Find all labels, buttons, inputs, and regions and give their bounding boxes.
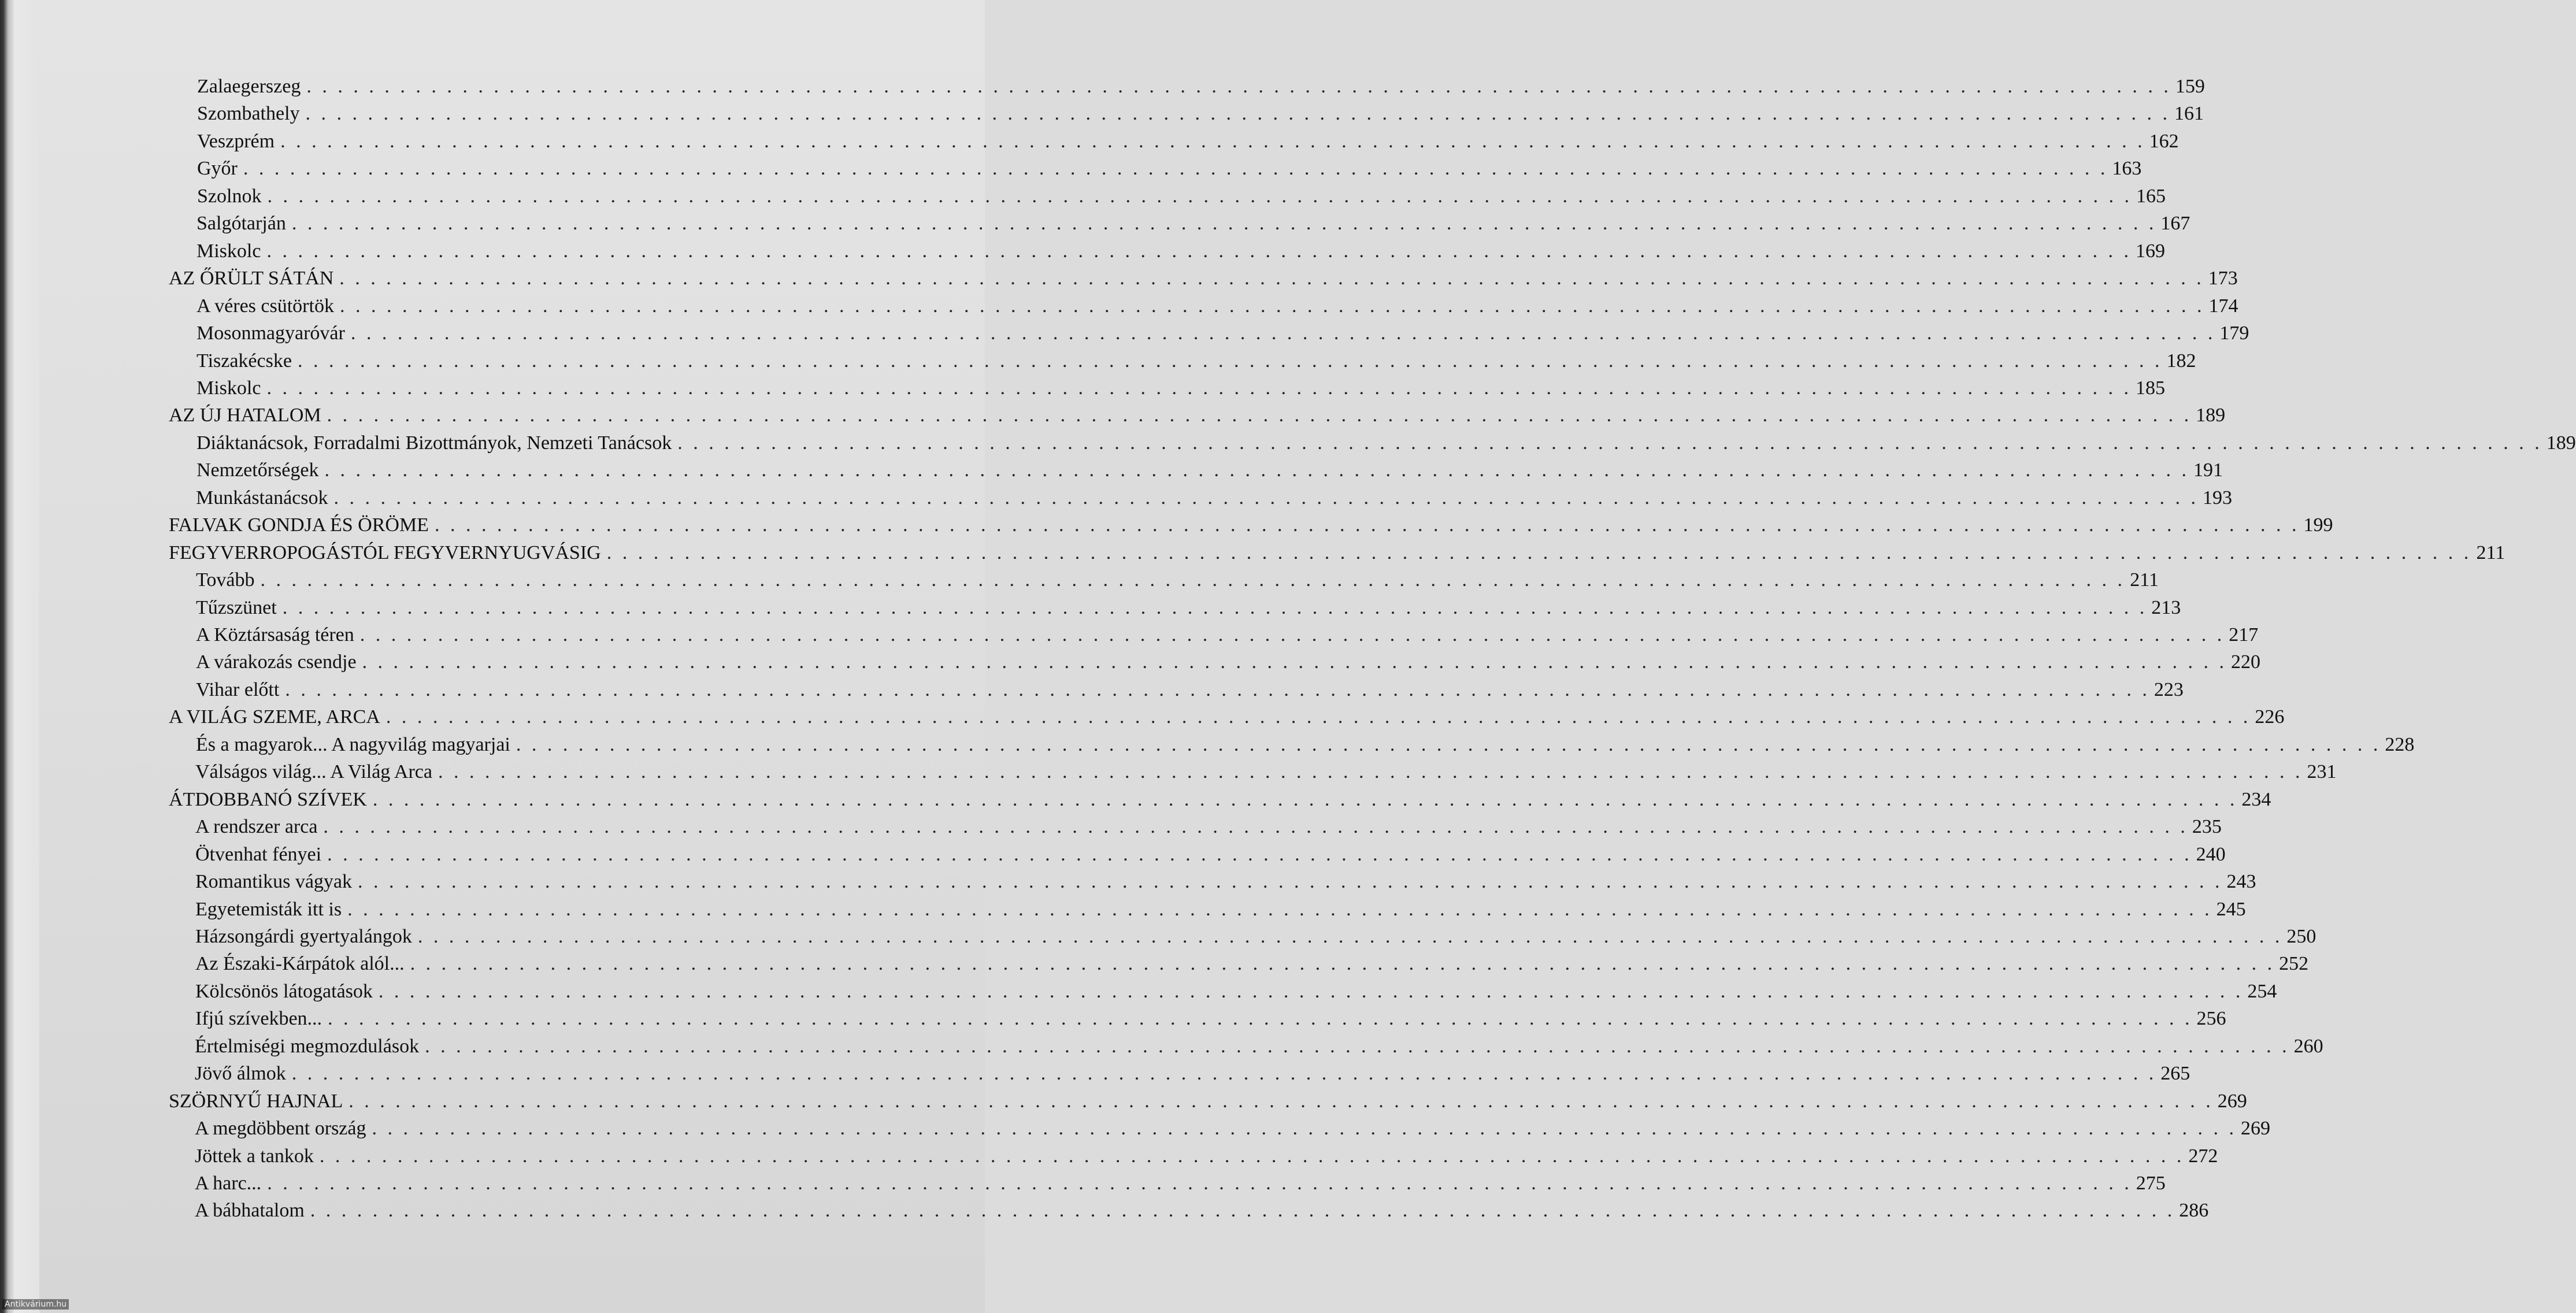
toc-section-row [195, 896, 2246, 923]
toc-section-row [195, 1005, 2226, 1032]
dot-leader: . . . . . . . . . . . . . . . . . . . . . . . . . . . . . . . . . . . . . . . . . . . . . . . . . . . . . . . . . . . . . . . . . . . . . . . . . . . . . . . . . . . . . . . . . . . . . . . . . . . . . . . . . . . . . . . . . . . . . . . . [327, 844, 2192, 865]
toc-page-number: 265 [2160, 1063, 2190, 1084]
toc-page-number: 275 [2136, 1173, 2166, 1194]
dot-leader: . . . . . . . . . . . . . . . . . . . . . . . . . . . . . . . . . . . . . . . . . . . . . . . . . . . . . . . . . . . . . . . . . . . . . . . . . . . . . . . . . . . . . . . . . . . . . . . . . . . . . . . . . . . . . . . . . . . . . . . . [347, 899, 2212, 920]
watermark: Antikvárium.hu [2, 1299, 69, 1310]
toc-entry-title: Válságos világ... A Világ Arca [195, 761, 432, 782]
toc-entry-title: A megdöbbent ország [195, 1118, 366, 1139]
toc-entry-title: Zalaegerszeg [197, 76, 301, 97]
toc-entry-title: Salgótarján [197, 213, 286, 234]
toc-entry-title: Kölcsönös látogatások [195, 981, 373, 1002]
dot-leader: . . . . . . . . . . . . . . . . . . . . . . . . . . . . . . . . . . . . . . . . . . . . . . . . . . . . . . . . . . . . . . . . . . . . . . . . . . . . . . . . . . . . . . . . . . . . . . . . . . . . . . . . . . . . . . . . . . . . . . . . [328, 1008, 2193, 1029]
toc-page-number: 226 [2255, 706, 2285, 728]
dot-leader: . . . . . . . . . . . . . . . . . . . . . . . . . . . . . . . . . . . . . . . . . . . . . . . . . . . . . . . . . . . . . . . . . . . . . . . . . . . . . . . . . . . . . . . . . . . . . . . . . . . . . . . . . . . . . . . . . . . . . . . . [425, 1036, 2290, 1057]
toc-section-row [196, 676, 2184, 703]
toc-entry-title: Tovább [196, 569, 255, 591]
toc-page-number: 185 [2135, 377, 2165, 399]
dot-leader: . . . . . . . . . . . . . . . . . . . . . . . . . . . . . . . . . . . . . . . . . . . . . . . . . . . . . . . . . . . . . . . . . . . . . . . . . . . . . . . . . . . . . . . . . . . . . . . . . . . . . . . . . . . . . . . . . . . . . . . . [305, 103, 2171, 124]
toc-entry-title: A véres csütörtök [197, 295, 334, 317]
toc-section-row [195, 950, 2309, 977]
toc-chapter-row [169, 786, 2271, 813]
dot-leader: . . . . . . . . . . . . . . . . . . . . . . . . . . . . . . . . . . . . . . . . . . . . . . . . . . . . . . . . . . . . . . . . . . . . . . . . . . . . . . . . . . . . . . . . . . . . . . . . . . . . . . . . . . . . . . . . . . . . . . . . [410, 953, 2275, 974]
dot-leader: . . . . . . . . . . . . . . . . . . . . . . . . . . . . . . . . . . . . . . . . . . . . . . . . . . . . . . . . . . . . . . . . . . . . . . . . . . . . . . . . . . . . . . . . . . . . . . . . . . . . . . . . . . . . . . . . . . . . . . . . [324, 459, 2189, 481]
dot-leader: . . . . . . . . . . . . . . . . . . . . . . . . . . . . . . . . . . . . . . . . . . . . . . . . . . . . . . . . . . . . . . . . . . . . . . . . . . . . . . . . . . . . . . . . . . . . . . . . . . . . . . . . . . . . . . . . . . . . . . . . [280, 131, 2145, 152]
dot-leader: . . . . . . . . . . . . . . . . . . . . . . . . . . . . . . . . . . . . . . . . . . . . . . . . . . . . . . . . . . . . . . . . . . . . . . . . . . . . . . . . . . . . . . . . . . . . . . . . . . . . . . . . . . . . . . . . . . . . . . . . [349, 1091, 2214, 1112]
book-binding-edge [0, 0, 39, 1313]
dot-leader: . . . . . . . . . . . . . . . . . . . . . . . . . . . . . . . . . . . . . . . . . . . . . . . . . . . . . . . . . . . . . . . . . . . . . . . . . . . . . . . . . . . . . . . . . . . . . . . . . . . . . . . . . . . . . . . . . . . . . . . . [358, 871, 2223, 892]
toc-page-number: 167 [2160, 213, 2190, 234]
toc-page-number: 193 [2203, 487, 2233, 509]
dot-leader: . . . . . . . . . . . . . . . . . . . . . . . . . . . . . . . . . . . . . . . . . . . . . . . . . . . . . . . . . . . . . . . . . . . . . . . . . . . . . . . . . . . . . . . . . . . . . . . . . . . . . . . . . . . . . . . . . . . . . . . . [282, 597, 2148, 618]
toc-chapter-row [169, 402, 2226, 429]
toc-page-number: 159 [2175, 76, 2205, 97]
dot-leader: . . . . . . . . . . . . . . . . . . . . . . . . . . . . . . . . . . . . . . . . . . . . . . . . . . . . . . . . . . . . . . . . . . . . . . . . . . . . . . . . . . . . . . . . . . . . . . . . . . . . . . . . . . . . . . . . . . . . . . . . [297, 350, 2163, 372]
toc-section-row [195, 868, 2256, 895]
toc-section-row [195, 1170, 2166, 1197]
toc-entry-title: Tiszakécske [197, 350, 292, 372]
toc-section-row [196, 731, 2415, 758]
toc-page-number: 228 [2385, 734, 2415, 755]
toc-page-number: 217 [2229, 624, 2259, 646]
toc-entry-title: Értelmiségi megmozdulások [195, 1036, 420, 1057]
toc-page-number: 269 [2217, 1091, 2247, 1112]
toc-page-number: 162 [2149, 131, 2179, 152]
toc-page-number: 163 [2112, 158, 2142, 179]
toc-page-number: 252 [2279, 953, 2309, 974]
toc-section-row [195, 1060, 2190, 1087]
toc-section-row [197, 429, 2576, 457]
toc-entry-title: Nemzetőrségek [197, 459, 319, 481]
toc-section-row [195, 978, 2277, 1005]
toc-entry-title: A bábhatalom [195, 1200, 305, 1221]
toc-entry-title: Veszprém [197, 131, 275, 152]
toc-entry-title: A várakozás csendje [196, 651, 357, 673]
toc-section-row [197, 155, 2142, 182]
toc-section-row [197, 183, 2166, 210]
toc-entry-title: A Köztársaság téren [196, 624, 354, 646]
toc-section-row [196, 621, 2259, 648]
toc-chapter-row [169, 1088, 2247, 1115]
toc-section-row [195, 758, 2337, 785]
dot-leader: . . . . . . . . . . . . . . . . . . . . . . . . . . . . . . . . . . . . . . . . . . . . . . . . . . . . . . . . . . . . . . . . . . . . . . . . . . . . . . . . . . . . . . . . . . . . . . . . . . . . . . . . . . . . . . . . . . . . . . . . [350, 322, 2216, 344]
toc-entry-title: Ötvenhat fényei [195, 844, 322, 865]
toc-section-row [197, 73, 2205, 100]
dot-leader: . . . . . . . . . . . . . . . . . . . . . . . . . . . . . . . . . . . . . . . . . . . . . . . . . . . . . . . . . . . . . . . . . . . . . . . . . . . . . . . . . . . . . . . . . . . . . . . . . . . . . . . . . . . . . . . . . . . . . . . . [243, 158, 2108, 179]
toc-entry-title: AZ ÚJ HATALOM [169, 405, 321, 426]
toc-entry-title: A VILÁG SZEME, ARCA [169, 706, 380, 728]
toc-entry-title: Vihar előtt [196, 679, 280, 700]
toc-page-number: 286 [2179, 1200, 2209, 1221]
toc-page-number: 260 [2293, 1036, 2323, 1057]
toc-page-number: 173 [2208, 268, 2238, 289]
toc-page-number: 169 [2135, 240, 2165, 262]
toc-page-number: 182 [2166, 350, 2196, 372]
dot-leader: . . . . . . . . . . . . . . . . . . . . . . . . . . . . . . . . . . . . . . . . . . . . . . . . . . . . . . . . . . . . . . . . . . . . . . . . . . . . . . . . . . . . . . . . . . . . . . . . . . . . . . . . . . . . . . . . . . . . . . . . [677, 432, 2542, 454]
toc-page-number: 191 [2193, 459, 2223, 481]
toc-page-number: 161 [2174, 103, 2204, 124]
toc-page-number: 213 [2151, 597, 2181, 618]
toc-page-number: 231 [2307, 761, 2337, 782]
dot-leader: . . . . . . . . . . . . . . . . . . . . . . . . . . . . . . . . . . . . . . . . . . . . . . . . . . . . . . . . . . . . . . . . . . . . . . . . . . . . . . . . . . . . . . . . . . . . . . . . . . . . . . . . . . . . . . . . . . . . . . . . [333, 487, 2199, 509]
toc-entry-title: SZÖRNYŰ HAJNAL [169, 1091, 343, 1112]
toc-page-number: 243 [2226, 871, 2256, 892]
toc-entry-title: Diáktanácsok, Forradalmi Bizottmányok, Nemzeti Tanácsok [197, 432, 672, 454]
toc-entry-title: Szolnok [197, 186, 262, 207]
toc-page-number: 245 [2216, 899, 2246, 920]
toc-section-row [197, 100, 2204, 127]
toc-section-row [195, 1115, 2270, 1142]
dot-leader: . . . . . . . . . . . . . . . . . . . . . . . . . . . . . . . . . . . . . . . . . . . . . . . . . . . . . . . . . . . . . . . . . . . . . . . . . . . . . . . . . . . . . . . . . . . . . . . . . . . . . . . . . . . . . . . . . . . . . . . . [267, 186, 2132, 207]
toc-page-number: 269 [2241, 1118, 2270, 1139]
toc-entry-title: FEGYVERROPOGÁSTÓL FEGYVERNYUGVÁSIG [169, 542, 601, 563]
dot-leader: . . . . . . . . . . . . . . . . . . . . . . . . . . . . . . . . . . . . . . . . . . . . . . . . . . . . . . . . . . . . . . . . . . . . . . . . . . . . . . . . . . . . . . . . . . . . . . . . . . . . . . . . . . . . . . . . . . . . . . . . [516, 734, 2381, 755]
toc-section-row [197, 347, 2196, 374]
toc-entry-title: FALVAK GONDJA ÉS ÖRÖME [169, 514, 429, 536]
toc-page-number: 174 [2208, 295, 2238, 317]
toc-section-row [195, 841, 2226, 868]
dot-leader: . . . . . . . . . . . . . . . . . . . . . . . . . . . . . . . . . . . . . . . . . . . . . . . . . . . . . . . . . . . . . . . . . . . . . . . . . . . . . . . . . . . . . . . . . . . . . . . . . . . . . . . . . . . . . . . . . . . . . . . . [266, 377, 2132, 399]
dot-leader: . . . . . . . . . . . . . . . . . . . . . . . . . . . . . . . . . . . . . . . . . . . . . . . . . . . . . . . . . . . . . . . . . . . . . . . . . . . . . . . . . . . . . . . . . . . . . . . . . . . . . . . . . . . . . . . . . . . . . . . . [339, 295, 2205, 317]
toc-section-row [195, 1143, 2218, 1170]
toc-entry-title: Házsongárdi gyertyalángok [195, 926, 412, 947]
toc-page-number: 189 [2546, 432, 2576, 454]
toc-entry-title: Mosonmagyaróvár [197, 322, 345, 344]
toc-page-number: 165 [2136, 186, 2166, 207]
dot-leader: . . . . . . . . . . . . . . . . . . . . . . . . . . . . . . . . . . . . . . . . . . . . . . . . . . . . . . . . . . . . . . . . . . . . . . . . . . . . . . . . . . . . . . . . . . . . . . . . . . . . . . . . . . . . . . . . . . . . . . . . [306, 76, 2171, 97]
dot-leader: . . . . . . . . . . . . . . . . . . . . . . . . . . . . . . . . . . . . . . . . . . . . . . . . . . . . . . . . . . . . . . . . . . . . . . . . . . . . . . . . . . . . . . . . . . . . . . . . . . . . . . . . . . . . . . . . . . . . . . . . [291, 213, 2157, 234]
toc-section-row [196, 484, 2233, 511]
toc-section-row [196, 648, 2261, 676]
toc-entry-title: ÁTDOBBANÓ SZÍVEK [169, 789, 367, 810]
toc-section-row [196, 594, 2181, 621]
toc-section-row [197, 292, 2238, 320]
toc-page-number: 179 [2219, 322, 2249, 344]
toc-page-number: 211 [2476, 542, 2505, 563]
toc-page-number: 240 [2196, 844, 2226, 865]
dot-leader: . . . . . . . . . . . . . . . . . . . . . . . . . . . . . . . . . . . . . . . . . . . . . . . . . . . . . . . . . . . . . . . . . . . . . . . . . . . . . . . . . . . . . . . . . . . . . . . . . . . . . . . . . . . . . . . . . . . . . . . . [438, 761, 2303, 782]
toc-entry-title: AZ ŐRÜLT SÁTÁN [169, 268, 334, 289]
toc-entry-title: Romantikus vágyak [195, 871, 353, 892]
toc-section-row [195, 813, 2222, 840]
toc-entry-title: Miskolc [197, 377, 261, 399]
toc-page-number: 256 [2196, 1008, 2226, 1029]
toc-page-number: 272 [2188, 1145, 2218, 1167]
dot-leader: . . . . . . . . . . . . . . . . . . . . . . . . . . . . . . . . . . . . . . . . . . . . . . . . . . . . . . . . . . . . . . . . . . . . . . . . . . . . . . . . . . . . . . . . . . . . . . . . . . . . . . . . . . . . . . . . . . . . . . . . [319, 1145, 2185, 1167]
toc-page-number: 250 [2286, 926, 2316, 947]
dot-leader: . . . . . . . . . . . . . . . . . . . . . . . . . . . . . . . . . . . . . . . . . . . . . . . . . . . . . . . . . . . . . . . . . . . . . . . . . . . . . . . . . . . . . . . . . . . . . . . . . . . . . . . . . . . . . . . . . . . . . . . . [323, 816, 2188, 837]
toc-entry-title: Az Északi-Kárpátok alól... [195, 953, 405, 974]
toc-page-number: 223 [2154, 679, 2184, 700]
toc-chapter-row [169, 539, 2505, 566]
toc-entry-title: Tűzszünet [196, 597, 277, 618]
toc-section-row [196, 566, 2159, 594]
book-page [39, 0, 2576, 1313]
toc-entry-title: Munkástanácsok [196, 487, 328, 509]
toc-section-row [197, 238, 2165, 265]
toc-page-number: 254 [2247, 981, 2277, 1002]
dot-leader: . . . . . . . . . . . . . . . . . . . . . . . . . . . . . . . . . . . . . . . . . . . . . . . . . . . . . . . . . . . . . . . . . . . . . . . . . . . . . . . . . . . . . . . . . . . . . . . . . . . . . . . . . . . . . . . . . . . . . . . . [372, 1118, 2237, 1139]
dot-leader: . . . . . . . . . . . . . . . . . . . . . . . . . . . . . . . . . . . . . . . . . . . . . . . . . . . . . . . . . . . . . . . . . . . . . . . . . . . . . . . . . . . . . . . . . . . . . . . . . . . . . . . . . . . . . . . . . . . . . . . . [362, 651, 2227, 673]
dot-leader: . . . . . . . . . . . . . . . . . . . . . . . . . . . . . . . . . . . . . . . . . . . . . . . . . . . . . . . . . . . . . . . . . . . . . . . . . . . . . . . . . . . . . . . . . . . . . . . . . . . . . . . . . . . . . . . . . . . . . . . . [291, 1063, 2157, 1084]
dot-leader: . . . . . . . . . . . . . . . . . . . . . . . . . . . . . . . . . . . . . . . . . . . . . . . . . . . . . . . . . . . . . . . . . . . . . . . . . . . . . . . . . . . . . . . . . . . . . . . . . . . . . . . . . . . . . . . . . . . . . . . . [267, 1173, 2132, 1194]
toc-page-number: 199 [2303, 514, 2333, 536]
toc-page-number: 235 [2192, 816, 2222, 837]
dot-leader: . . . . . . . . . . . . . . . . . . . . . . . . . . . . . . . . . . . . . . . . . . . . . . . . . . . . . . . . . . . . . . . . . . . . . . . . . . . . . . . . . . . . . . . . . . . . . . . . . . . . . . . . . . . . . . . . . . . . . . . . [417, 926, 2283, 947]
toc-chapter-row [169, 511, 2333, 539]
toc-entry-title: És a magyarok... A nagyvilág magyarjai [196, 734, 510, 755]
toc-entry-title: Jövő álmok [195, 1063, 286, 1084]
dot-leader: . . . . . . . . . . . . . . . . . . . . . . . . . . . . . . . . . . . . . . . . . . . . . . . . . . . . . . . . . . . . . . . . . . . . . . . . . . . . . . . . . . . . . . . . . . . . . . . . . . . . . . . . . . . . . . . . . . . . . . . . [260, 569, 2125, 591]
dot-leader: . . . . . . . . . . . . . . . . . . . . . . . . . . . . . . . . . . . . . . . . . . . . . . . . . . . . . . . . . . . . . . . . . . . . . . . . . . . . . . . . . . . . . . . . . . . . . . . . . . . . . . . . . . . . . . . . . . . . . . . . [378, 981, 2244, 1002]
toc-section-row [197, 320, 2249, 347]
dot-leader: . . . . . . . . . . . . . . . . . . . . . . . . . . . . . . . . . . . . . . . . . . . . . . . . . . . . . . . . . . . . . . . . . . . . . . . . . . . . . . . . . . . . . . . . . . . . . . . . . . . . . . . . . . . . . . . . . . . . . . . . [310, 1200, 2175, 1221]
toc-entry-title: Jöttek a tankok [195, 1145, 314, 1167]
toc-section-row [197, 128, 2179, 155]
toc-entry-title: Egyetemisták itt is [195, 899, 342, 920]
toc-section-row [197, 374, 2165, 402]
dot-leader: . . . . . . . . . . . . . . . . . . . . . . . . . . . . . . . . . . . . . . . . . . . . . . . . . . . . . . . . . . . . . . . . . . . . . . . . . . . . . . . . . . . . . . . . . . . . . . . . . . . . . . . . . . . . . . . . . . . . . . . . [606, 542, 2472, 563]
dot-leader: . . . . . . . . . . . . . . . . . . . . . . . . . . . . . . . . . . . . . . . . . . . . . . . . . . . . . . . . . . . . . . . . . . . . . . . . . . . . . . . . . . . . . . . . . . . . . . . . . . . . . . . . . . . . . . . . . . . . . . . . [386, 706, 2251, 728]
toc-page-number: 220 [2231, 651, 2261, 673]
toc-page-number: 189 [2196, 405, 2226, 426]
toc-page-number: 211 [2130, 569, 2159, 591]
toc-section-row [195, 923, 2316, 950]
toc-entry-title: A harc... [195, 1173, 262, 1194]
dot-leader: . . . . . . . . . . . . . . . . . . . . . . . . . . . . . . . . . . . . . . . . . . . . . . . . . . . . . . . . . . . . . . . . . . . . . . . . . . . . . . . . . . . . . . . . . . . . . . . . . . . . . . . . . . . . . . . . . . . . . . . . [339, 268, 2204, 289]
dot-leader: . . . . . . . . . . . . . . . . . . . . . . . . . . . . . . . . . . . . . . . . . . . . . . . . . . . . . . . . . . . . . . . . . . . . . . . . . . . . . . . . . . . . . . . . . . . . . . . . . . . . . . . . . . . . . . . . . . . . . . . . [359, 624, 2225, 646]
dot-leader: . . . . . . . . . . . . . . . . . . . . . . . . . . . . . . . . . . . . . . . . . . . . . . . . . . . . . . . . . . . . . . . . . . . . . . . . . . . . . . . . . . . . . . . . . . . . . . . . . . . . . . . . . . . . . . . . . . . . . . . . [327, 405, 2192, 426]
toc-entry-title: Győr [197, 158, 238, 179]
toc-entry-title: Ifjú szívekben... [195, 1008, 323, 1029]
dot-leader: . . . . . . . . . . . . . . . . . . . . . . . . . . . . . . . . . . . . . . . . . . . . . . . . . . . . . . . . . . . . . . . . . . . . . . . . . . . . . . . . . . . . . . . . . . . . . . . . . . . . . . . . . . . . . . . . . . . . . . . . [285, 679, 2150, 700]
dot-leader: . . . . . . . . . . . . . . . . . . . . . . . . . . . . . . . . . . . . . . . . . . . . . . . . . . . . . . . . . . . . . . . . . . . . . . . . . . . . . . . . . . . . . . . . . . . . . . . . . . . . . . . . . . . . . . . . . . . . . . . . [434, 514, 2300, 536]
dot-leader: . . . . . . . . . . . . . . . . . . . . . . . . . . . . . . . . . . . . . . . . . . . . . . . . . . . . . . . . . . . . . . . . . . . . . . . . . . . . . . . . . . . . . . . . . . . . . . . . . . . . . . . . . . . . . . . . . . . . . . . . [266, 240, 2132, 262]
toc-entry-title: Miskolc [197, 240, 261, 262]
toc-section-row [197, 457, 2223, 484]
dot-leader: . . . . . . . . . . . . . . . . . . . . . . . . . . . . . . . . . . . . . . . . . . . . . . . . . . . . . . . . . . . . . . . . . . . . . . . . . . . . . . . . . . . . . . . . . . . . . . . . . . . . . . . . . . . . . . . . . . . . . . . . [372, 789, 2238, 810]
toc-section-row [197, 210, 2190, 237]
toc-section-row [195, 1033, 2323, 1060]
toc-chapter-row [169, 265, 2238, 292]
toc-page-number: 234 [2241, 789, 2271, 810]
toc-entry-title: A rendszer arca [195, 816, 318, 837]
toc-chapter-row [169, 703, 2285, 730]
toc-section-row [195, 1197, 2209, 1224]
toc-entry-title: Szombathely [197, 103, 300, 124]
